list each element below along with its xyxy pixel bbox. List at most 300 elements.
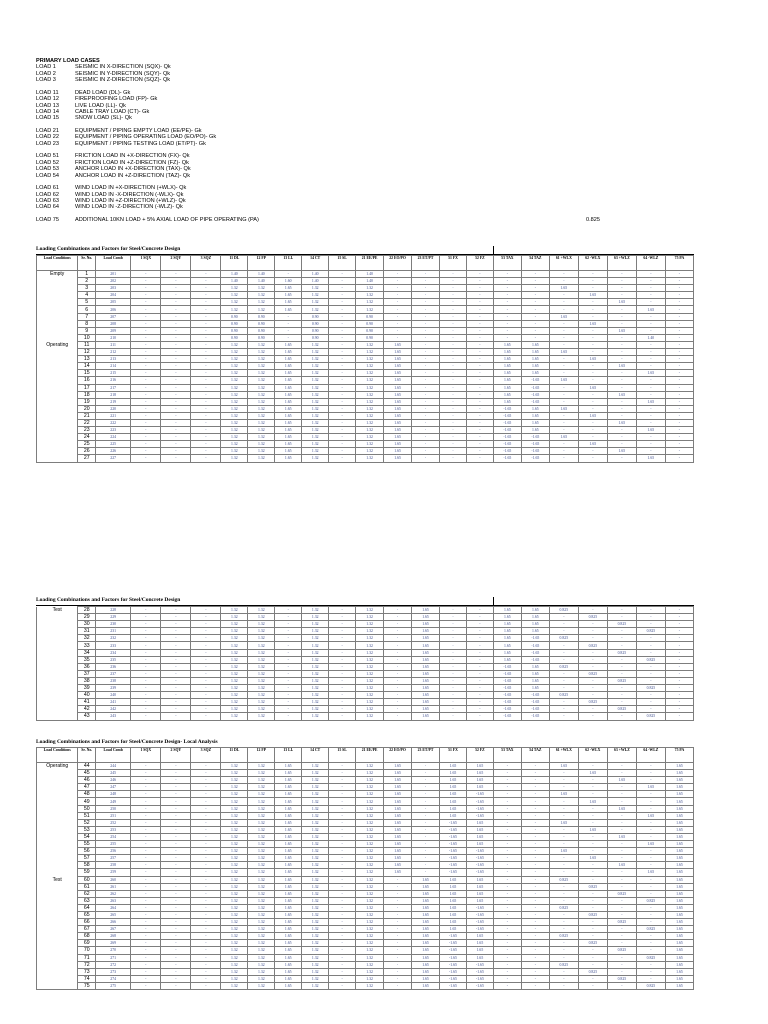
factor-cell: -	[191, 777, 221, 784]
factor-cell: 1.65	[578, 855, 607, 862]
load-condition-cell	[37, 363, 78, 370]
factor-cell: 0.825	[607, 890, 636, 897]
load-comb-cell: 233	[96, 642, 131, 649]
factor-cell: -	[578, 805, 607, 812]
factor-cell: -	[636, 826, 665, 833]
factor-cell: -	[440, 271, 467, 278]
factor-cell: -	[493, 876, 521, 883]
factor-cell: 1.32	[356, 855, 384, 862]
factor-cell: -	[636, 614, 665, 621]
factor-cell: -	[665, 313, 693, 320]
factor-cell: -	[607, 692, 636, 699]
factor-cell: -	[466, 455, 493, 462]
load-condition-cell	[37, 919, 78, 926]
factor-cell: -	[549, 897, 578, 904]
factor-cell: -	[412, 841, 440, 848]
factor-cell: 1.65	[412, 656, 440, 663]
factor-cell: -1.65	[493, 405, 521, 412]
factor-cell: -	[384, 713, 412, 720]
factor-cell: -	[607, 968, 636, 975]
factor-cell: -	[161, 419, 191, 426]
factor-cell: -	[329, 777, 356, 784]
factor-cell: -	[466, 292, 493, 299]
table-row	[37, 419, 694, 426]
factor-cell: -	[549, 883, 578, 890]
load-condition-cell	[37, 784, 78, 791]
factor-cell: 1.65	[275, 968, 302, 975]
load-comb-cell: 236	[96, 663, 131, 670]
factor-cell: 1.65	[665, 855, 693, 862]
section-title-steel-concrete: Loading Combinations and Factors for Steel/Concrete Design	[36, 246, 181, 252]
factor-cell: 1.65	[275, 791, 302, 798]
serial-number-cell: 40	[78, 692, 96, 699]
factor-cell: -	[440, 621, 467, 628]
factor-cell: 1.65	[493, 614, 521, 621]
table-row	[37, 848, 694, 855]
load-comb-cell: 227	[96, 455, 131, 462]
factor-cell: -	[412, 833, 440, 840]
factor-cell: 1.32	[248, 911, 275, 918]
factor-cell: 1.32	[302, 341, 329, 348]
factor-cell: -	[636, 883, 665, 890]
factor-cell: -	[578, 285, 607, 292]
factor-cell: -	[636, 391, 665, 398]
factor-cell: -	[578, 763, 607, 770]
load-comb-cell: 244	[96, 763, 131, 770]
factor-cell: -	[191, 621, 221, 628]
factor-cell: -	[636, 642, 665, 649]
load-condition-cell	[37, 391, 78, 398]
factor-cell: -	[384, 649, 412, 656]
factor-cell: -	[131, 313, 161, 320]
factor-cell: -	[466, 327, 493, 334]
factor-cell: -	[466, 706, 493, 713]
load-comb-cell: 240	[96, 692, 131, 699]
factor-cell: 1.32	[302, 377, 329, 384]
load-condition-cell	[37, 292, 78, 299]
factor-cell: -	[329, 441, 356, 448]
factor-cell: -	[493, 869, 521, 876]
factor-cell: 1.32	[248, 677, 275, 684]
serial-number-cell: 44	[78, 763, 96, 770]
factor-cell: 1.32	[221, 685, 248, 692]
factor-cell: -	[440, 656, 467, 663]
factor-cell: 1.65	[665, 961, 693, 968]
factor-cell: -	[191, 848, 221, 855]
factor-cell: -	[466, 391, 493, 398]
table-row	[37, 656, 694, 663]
factor-cell: -	[329, 614, 356, 621]
load-case-row	[36, 217, 656, 223]
factor-cell: 1.65	[412, 883, 440, 890]
serial-number-cell: 20	[78, 405, 96, 412]
factor-cell: 1.32	[302, 826, 329, 833]
factor-cell: -	[521, 292, 549, 299]
factor-cell: 1.32	[248, 833, 275, 840]
table-row	[37, 706, 694, 713]
factor-cell: 1.65	[466, 826, 493, 833]
factor-cell: -	[636, 412, 665, 419]
factor-cell: 1.32	[302, 621, 329, 628]
factor-cell: -	[161, 621, 191, 628]
factor-cell: 1.32	[221, 670, 248, 677]
factor-cell: 1.32	[356, 947, 384, 954]
factor-cell: 1.65	[665, 904, 693, 911]
table-row	[37, 826, 694, 833]
factor-cell: 1.65	[549, 285, 578, 292]
factor-cell: -	[191, 370, 221, 377]
factor-cell: -	[578, 278, 607, 285]
serial-number-cell: 51	[78, 812, 96, 819]
factor-cell: -	[131, 826, 161, 833]
factor-cell: 1.32	[356, 614, 384, 621]
factor-cell: 1.65	[384, 391, 412, 398]
table-row	[37, 713, 694, 720]
factor-cell: 0.825	[549, 876, 578, 883]
factor-cell: -	[275, 327, 302, 334]
factor-cell: 1.65	[384, 455, 412, 462]
load-comb-cell: 237	[96, 670, 131, 677]
load-comb-cell: 223	[96, 427, 131, 434]
factor-cell: -	[578, 812, 607, 819]
factor-cell: -1.65	[440, 869, 467, 876]
factor-cell: 1.65	[412, 706, 440, 713]
factor-cell: 1.65	[412, 975, 440, 982]
factor-cell: -	[131, 405, 161, 412]
factor-cell: 1.32	[356, 869, 384, 876]
load-group	[36, 90, 656, 122]
factor-cell: -	[466, 656, 493, 663]
factor-cell: 1.65	[384, 784, 412, 791]
factor-cell: 1.65	[466, 933, 493, 940]
factor-cell: 1.32	[356, 713, 384, 720]
factor-cell: 1.32	[221, 663, 248, 670]
table-row	[37, 954, 694, 961]
factor-cell: 1.65	[466, 883, 493, 890]
factor-cell: 1.65	[665, 940, 693, 947]
factor-cell: 1.65	[384, 434, 412, 441]
factor-cell: -	[191, 954, 221, 961]
factor-cell: -1.65	[466, 805, 493, 812]
serial-number-cell: 65	[78, 911, 96, 918]
serial-number-cell: 29	[78, 614, 96, 621]
serial-number-cell: 4	[78, 292, 96, 299]
factor-cell: 0.825	[578, 670, 607, 677]
factor-cell: -	[578, 876, 607, 883]
load-case-description: ADDITIONAL 10KN LOAD + 5% AXIAL LOAD OF PIPE OPERATING (PA)	[75, 217, 259, 224]
load-comb-cell: 246	[96, 777, 131, 784]
factor-cell: 1.32	[302, 975, 329, 982]
factor-cell: -	[412, 285, 440, 292]
factor-cell: -1.65	[521, 713, 549, 720]
factor-cell: 1.32	[221, 607, 248, 614]
factor-cell: 1.32	[221, 292, 248, 299]
factor-cell: 1.32	[356, 841, 384, 848]
factor-cell: -	[191, 649, 221, 656]
factor-cell: -	[549, 890, 578, 897]
factor-cell: -	[549, 862, 578, 869]
factor-cell: 1.65	[578, 826, 607, 833]
factor-cell: 1.32	[221, 412, 248, 419]
load-condition-cell	[37, 656, 78, 663]
factor-cell: 1.40	[221, 271, 248, 278]
factor-cell: -	[578, 327, 607, 334]
factor-cell: 1.65	[607, 448, 636, 455]
factor-cell: -	[161, 848, 191, 855]
factor-cell: 1.65	[275, 940, 302, 947]
factor-cell: -	[329, 285, 356, 292]
factor-cell: 1.65	[412, 635, 440, 642]
factor-cell: -	[131, 706, 161, 713]
factor-cell: -	[578, 363, 607, 370]
factor-cell: -	[191, 663, 221, 670]
load-comb-cell: 202	[96, 278, 131, 285]
factor-cell: -	[578, 982, 607, 989]
column-header: 75 PA	[665, 748, 693, 763]
factor-cell: 1.32	[356, 356, 384, 363]
column-header: 61 +WLX	[549, 748, 578, 763]
load-group	[36, 217, 656, 223]
factor-cell: -	[493, 890, 521, 897]
factor-cell: 1.32	[356, 706, 384, 713]
load-condition-cell	[37, 869, 78, 876]
factor-cell: -	[191, 334, 221, 341]
factor-cell: -	[636, 968, 665, 975]
factor-cell: 0.90	[248, 320, 275, 327]
factor-cell: -	[549, 919, 578, 926]
serial-number-cell: 24	[78, 434, 96, 441]
factor-cell: -	[440, 441, 467, 448]
factor-cell: 1.65	[521, 614, 549, 621]
factor-cell: 1.65	[493, 391, 521, 398]
factor-cell: -	[665, 621, 693, 628]
factor-cell: -	[549, 306, 578, 313]
factor-cell: -	[191, 883, 221, 890]
factor-cell: -1.65	[466, 812, 493, 819]
factor-cell: 1.32	[302, 628, 329, 635]
load-comb-cell: 224	[96, 434, 131, 441]
factor-cell: 1.40	[248, 278, 275, 285]
factor-cell: 1.65	[665, 862, 693, 869]
factor-cell: -	[665, 356, 693, 363]
factor-cell: 1.32	[356, 427, 384, 434]
factor-cell: 1.32	[356, 663, 384, 670]
factor-cell: 1.32	[248, 862, 275, 869]
column-header: Load Conditions	[37, 256, 78, 271]
factor-cell: -	[440, 427, 467, 434]
factor-cell: 0.90	[356, 313, 384, 320]
factor-cell: 1.65	[275, 434, 302, 441]
factor-cell: 1.65	[578, 320, 607, 327]
factor-cell: -	[275, 642, 302, 649]
factor-cell: 1.32	[248, 919, 275, 926]
factor-cell: -	[329, 405, 356, 412]
factor-cell: -	[161, 883, 191, 890]
load-comb-cell: 226	[96, 448, 131, 455]
factor-cell: 1.32	[302, 833, 329, 840]
factor-cell: 1.65	[607, 327, 636, 334]
factor-cell: 1.65	[636, 784, 665, 791]
factor-cell: -	[131, 876, 161, 883]
factor-cell: 0.90	[302, 327, 329, 334]
factor-cell: 1.32	[302, 384, 329, 391]
factor-cell: 1.40	[248, 271, 275, 278]
serial-number-cell: 59	[78, 869, 96, 876]
factor-cell: 1.65	[493, 635, 521, 642]
factor-cell: 1.32	[248, 826, 275, 833]
factor-cell: 1.32	[221, 699, 248, 706]
serial-number-cell: 50	[78, 805, 96, 812]
serial-number-cell: 41	[78, 699, 96, 706]
factor-cell: -	[636, 320, 665, 327]
factor-cell: -	[329, 706, 356, 713]
table-row	[37, 448, 694, 455]
factor-cell: -	[131, 791, 161, 798]
factor-cell: -	[329, 306, 356, 313]
factor-cell: 1.32	[248, 791, 275, 798]
factor-cell: -	[329, 642, 356, 649]
factor-cell: 1.65	[384, 441, 412, 448]
factor-cell: 1.65	[275, 455, 302, 462]
factor-cell: 1.65	[275, 377, 302, 384]
load-comb-cell: 225	[96, 441, 131, 448]
factor-cell: -	[578, 685, 607, 692]
serial-number-cell: 27	[78, 455, 96, 462]
factor-cell: -	[466, 398, 493, 405]
serial-number-cell: 1	[78, 271, 96, 278]
factor-cell: -1.65	[521, 635, 549, 642]
factor-cell: 1.32	[302, 299, 329, 306]
factor-cell: 0.90	[248, 327, 275, 334]
load-case-description: CABLE TRAY LOAD (CT)- Gk	[75, 109, 150, 116]
table-row	[37, 285, 694, 292]
factor-cell: -	[384, 975, 412, 982]
factor-cell: 1.32	[248, 391, 275, 398]
factor-cell: 1.60	[275, 278, 302, 285]
load-condition-cell	[37, 614, 78, 621]
factor-cell: 1.32	[248, 377, 275, 384]
factor-cell: -	[665, 349, 693, 356]
table-row	[37, 975, 694, 982]
factor-cell: -	[607, 441, 636, 448]
factor-cell: -	[131, 327, 161, 334]
load-case-description: FRICTION LOAD IN +X-DIRECTION (FX)- Qk	[75, 153, 190, 160]
factor-cell: -	[665, 412, 693, 419]
factor-cell: -	[329, 798, 356, 805]
factor-cell: 1.32	[248, 607, 275, 614]
factor-cell: 1.32	[356, 897, 384, 904]
factor-cell: 1.65	[493, 642, 521, 649]
factor-cell: -	[549, 812, 578, 819]
factor-cell: -1.65	[493, 706, 521, 713]
factor-cell: -	[440, 384, 467, 391]
serial-number-cell: 54	[78, 833, 96, 840]
factor-cell: -	[636, 607, 665, 614]
factor-cell: 1.65	[440, 876, 467, 883]
factor-cell: 0.825	[578, 699, 607, 706]
factor-cell: -	[493, 940, 521, 947]
factor-cell: -	[275, 706, 302, 713]
factor-cell: -	[521, 278, 549, 285]
factor-cell: 0.825	[549, 933, 578, 940]
table-row	[37, 911, 694, 918]
factor-cell: -	[329, 320, 356, 327]
factor-cell: 1.32	[221, 398, 248, 405]
factor-cell: -	[440, 377, 467, 384]
load-condition-cell	[37, 642, 78, 649]
factor-cell: -	[521, 862, 549, 869]
factor-cell: -	[636, 405, 665, 412]
load-condition-cell	[37, 777, 78, 784]
load-comb-cell: 241	[96, 699, 131, 706]
factor-cell: -	[412, 784, 440, 791]
factor-cell: -	[493, 770, 521, 777]
factor-cell: 1.32	[248, 363, 275, 370]
factor-cell: -	[521, 947, 549, 954]
factor-cell: -	[191, 855, 221, 862]
factor-cell: -	[131, 628, 161, 635]
factor-cell: 1.32	[248, 699, 275, 706]
table-row	[37, 327, 694, 334]
factor-cell: 1.32	[221, 897, 248, 904]
factor-cell: 1.65	[412, 628, 440, 635]
factor-cell: -	[191, 614, 221, 621]
factor-cell: -	[440, 455, 467, 462]
factor-cell: 1.65	[412, 713, 440, 720]
factor-cell: -	[329, 685, 356, 692]
table-row	[37, 299, 694, 306]
factor-cell: 1.65	[384, 412, 412, 419]
table-row	[37, 670, 694, 677]
factor-cell: -1.65	[440, 940, 467, 947]
factor-cell: -	[412, 363, 440, 370]
factor-cell: -	[578, 398, 607, 405]
factor-cell: 1.32	[248, 427, 275, 434]
load-case-description: ANCHOR LOAD IN +Z-DIRECTION (TAZ)- Qk	[75, 172, 191, 179]
factor-cell: 1.65	[275, 777, 302, 784]
factor-cell: -	[636, 670, 665, 677]
factor-cell: -	[636, 798, 665, 805]
serial-number-cell: 32	[78, 635, 96, 642]
load-comb-cell: 268	[96, 933, 131, 940]
load-case-factor: 0.825	[586, 217, 600, 224]
factor-cell: -	[549, 398, 578, 405]
factor-cell: 1.65	[636, 455, 665, 462]
factor-cell: -	[191, 961, 221, 968]
load-condition-cell	[37, 798, 78, 805]
serial-number-cell: 25	[78, 441, 96, 448]
load-case-description: SNOW LOAD (SL)- Qk	[75, 115, 132, 122]
factor-cell: 1.65	[578, 798, 607, 805]
factor-cell: -	[578, 448, 607, 455]
factor-cell: -	[607, 819, 636, 826]
factor-cell: -	[384, 628, 412, 635]
factor-cell: 1.65	[549, 819, 578, 826]
column-header: 53 TAX	[493, 748, 521, 763]
factor-cell: -	[131, 911, 161, 918]
load-case-row	[36, 115, 656, 121]
factor-cell: 1.65	[412, 897, 440, 904]
factor-cell: -	[665, 635, 693, 642]
table-row	[37, 933, 694, 940]
factor-cell: 1.32	[302, 961, 329, 968]
column-header: Sr. No.	[78, 256, 96, 271]
column-header: 3 SQZ	[191, 748, 221, 763]
factor-cell: -	[384, 919, 412, 926]
factor-cell: 1.32	[302, 398, 329, 405]
factor-cell: -	[636, 770, 665, 777]
factor-cell: -	[161, 334, 191, 341]
